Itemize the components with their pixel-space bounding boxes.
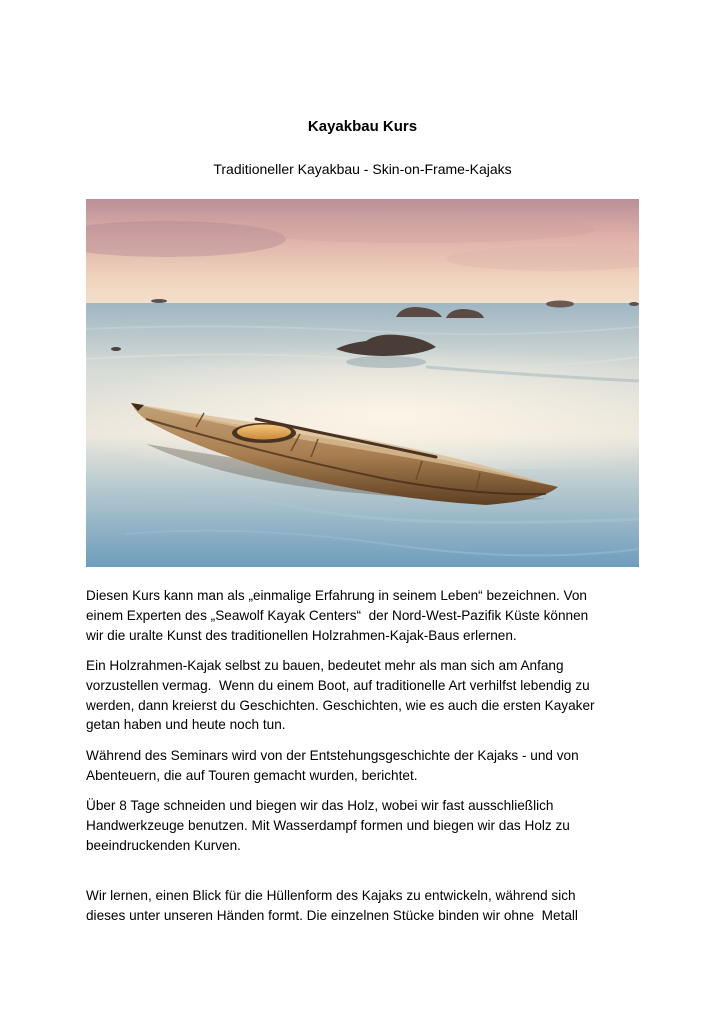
paragraph-line: Handwerkzeuge benutzen. Mit Wasserdampf formen und biegen wir das Holz zu [86,817,570,833]
page-title: Kayakbau Kurs [307,118,418,135]
paragraph-5 [86,886,646,926]
kayak-on-beach-at-sunset-photo [86,199,639,567]
paragraph-line: einem Experten des „Seawolf Kayak Centers“ der Nord-West-Pazifik Küste können [86,607,589,623]
kayak-photo [86,199,639,567]
page-subtitle: Traditioneller Kayakbau - Skin-on-Frame-Kajaks [213,161,512,177]
paragraph-line: vorzustellen vermag. Wenn du einem Boot, auf traditionelle Art verhilfst lebendig zu [86,677,590,693]
paragraph-line: Diesen Kurs kann man als „einmalige Erfahrung in seinem Leben“ bezeichnen. Von [86,588,587,603]
paragraph-line: Ein Holzrahmen-Kajak selbst zu bauen, bedeutet mehr als man sich am Anfang [86,658,564,673]
paragraph-4 [86,796,646,855]
paragraph-line: werden, dann kreierst du Geschichten. Geschichten, wie es auch die ersten Kayaker [86,697,595,713]
paragraph-line: beeindruckenden Kurven. [86,837,241,853]
paragraph-line: wir die uralte Kunst des traditionellen Holzrahmen-Kajak-Baus erlernen. [86,627,517,643]
paragraph-2 [86,656,646,735]
paragraph-line: dieses unter unseren Händen formt. Die einzelnen Stücke binden wir ohne Metall [86,907,578,923]
paragraph-line: Wir lernen, einen Blick für die Hüllenform des Kajaks zu entwickeln, während sich [86,888,576,903]
paragraph-line: Während des Seminars wird von der Entstehungsgeschichte der Kajaks - und von [86,748,579,763]
paragraph-1 [86,586,646,645]
paragraph-line: Über 8 Tage schneiden und biegen wir das Holz, wobei wir fast ausschließlich [86,798,554,813]
paragraph-line: Abenteuern, die auf Touren gemacht wurden, berichtet. [86,767,418,783]
paragraph-line: getan haben und heute noch tun. [86,717,286,733]
paragraph-3 [86,746,646,786]
